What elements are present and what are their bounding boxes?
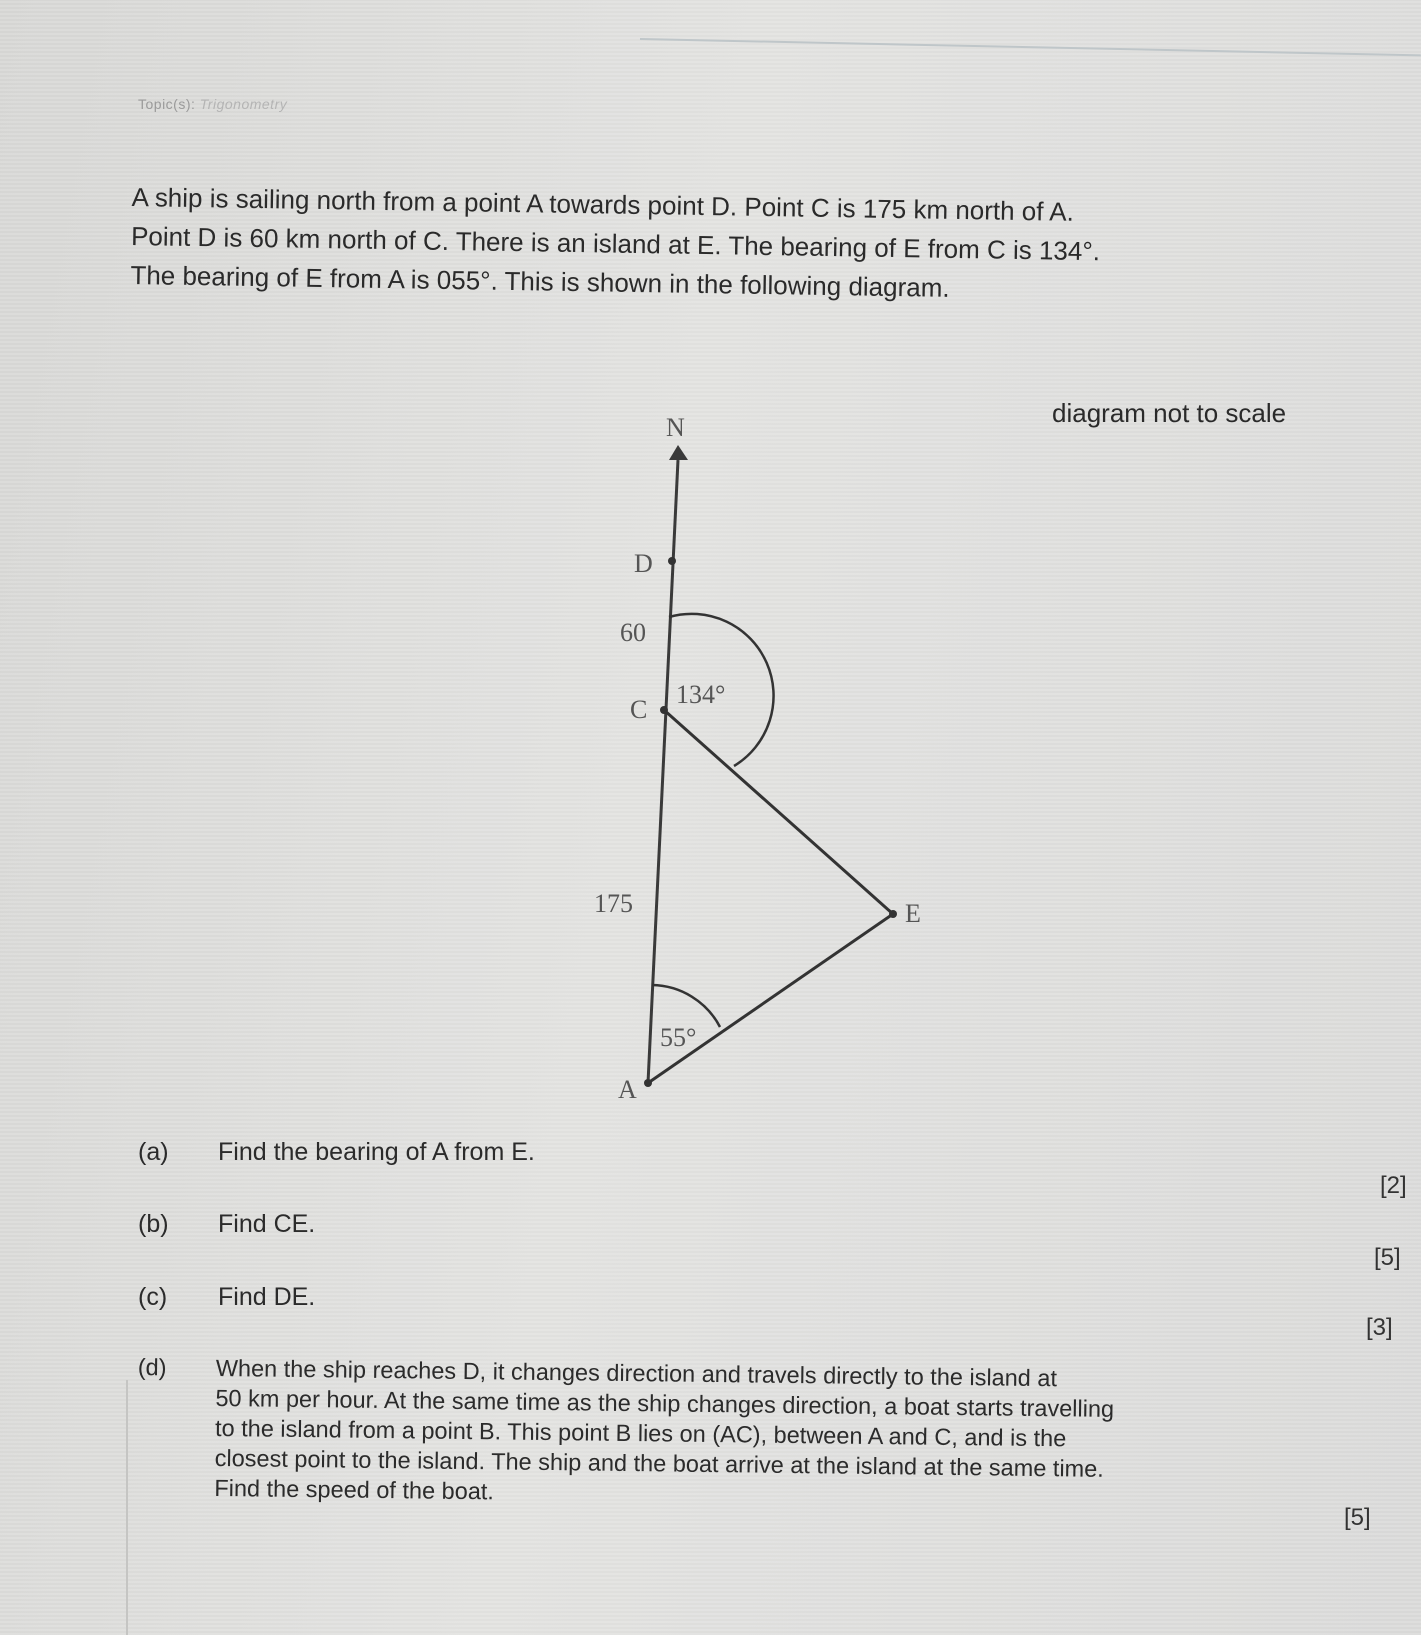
label-e: E — [905, 899, 921, 928]
question-d-line-4: closest point to the island. The ship and the boat arrive at the island at the same time. — [214, 1444, 1104, 1482]
line-ae — [648, 914, 893, 1083]
topic-value: Trigonometry — [199, 96, 288, 112]
question-d-text — [214, 1353, 1296, 1516]
point-e — [889, 910, 897, 918]
line-ce — [664, 710, 893, 914]
question-a-text: Find the bearing of A from E. — [218, 1138, 535, 1166]
north-arrow-head — [669, 445, 688, 460]
question-d-line-2: 50 km per hour. At the same time as the ship changes direction, a boat starts travelling — [215, 1384, 1115, 1422]
not-to-scale-note: diagram not to scale — [1052, 398, 1287, 428]
intro-line-2: Point D is 60 km north of C. There is an island at E. The bearing of E from C is 134°. — [130, 220, 1101, 267]
question-c — [138, 1283, 315, 1312]
label-angle-a: 55° — [660, 1023, 697, 1052]
topic-label: Topic(s): — [138, 96, 196, 112]
label-d: D — [634, 549, 653, 578]
point-c — [660, 706, 668, 714]
question-b — [138, 1210, 315, 1239]
question-a-marks: [2] — [1380, 1172, 1407, 1199]
intro-line-1: A ship is sailing north from a point A towards point D. Point C is 175 km north of A. — [131, 181, 1075, 227]
question-d-label: (d) — [137, 1353, 167, 1381]
question-b-label: (b) — [138, 1210, 169, 1238]
angle-arc-a — [652, 985, 720, 1027]
question-c-marks: [3] — [1366, 1314, 1393, 1341]
question-a-label: (a) — [138, 1138, 169, 1166]
question-a — [138, 1138, 535, 1167]
point-d — [668, 557, 676, 565]
question-b-text: Find CE. — [218, 1210, 316, 1238]
question-d-line-5: Find the speed of the boat. — [214, 1474, 495, 1505]
question-c-label: (c) — [138, 1283, 168, 1311]
label-cd-distance: 60 — [620, 618, 646, 647]
point-a — [644, 1079, 652, 1087]
question-d-line-3: to the island from a point B. This point B lies on (AC), between A and C, and is the — [214, 1414, 1067, 1452]
label-ac-distance: 175 — [594, 889, 633, 918]
label-a: A — [618, 1075, 637, 1104]
question-d-marks: [5] — [1344, 1504, 1371, 1531]
label-angle-c: 134° — [676, 680, 726, 709]
intro-line-3: The bearing of E from A is 055°. This is shown in the following diagram. — [130, 259, 950, 303]
question-d-line-1: When the ship reaches D, it changes direction and travels directly to the island at — [215, 1354, 1058, 1392]
question-b-marks: [5] — [1374, 1244, 1401, 1271]
label-c: C — [630, 695, 648, 724]
question-c-text: Find DE. — [218, 1283, 316, 1311]
label-north: N — [666, 413, 685, 442]
